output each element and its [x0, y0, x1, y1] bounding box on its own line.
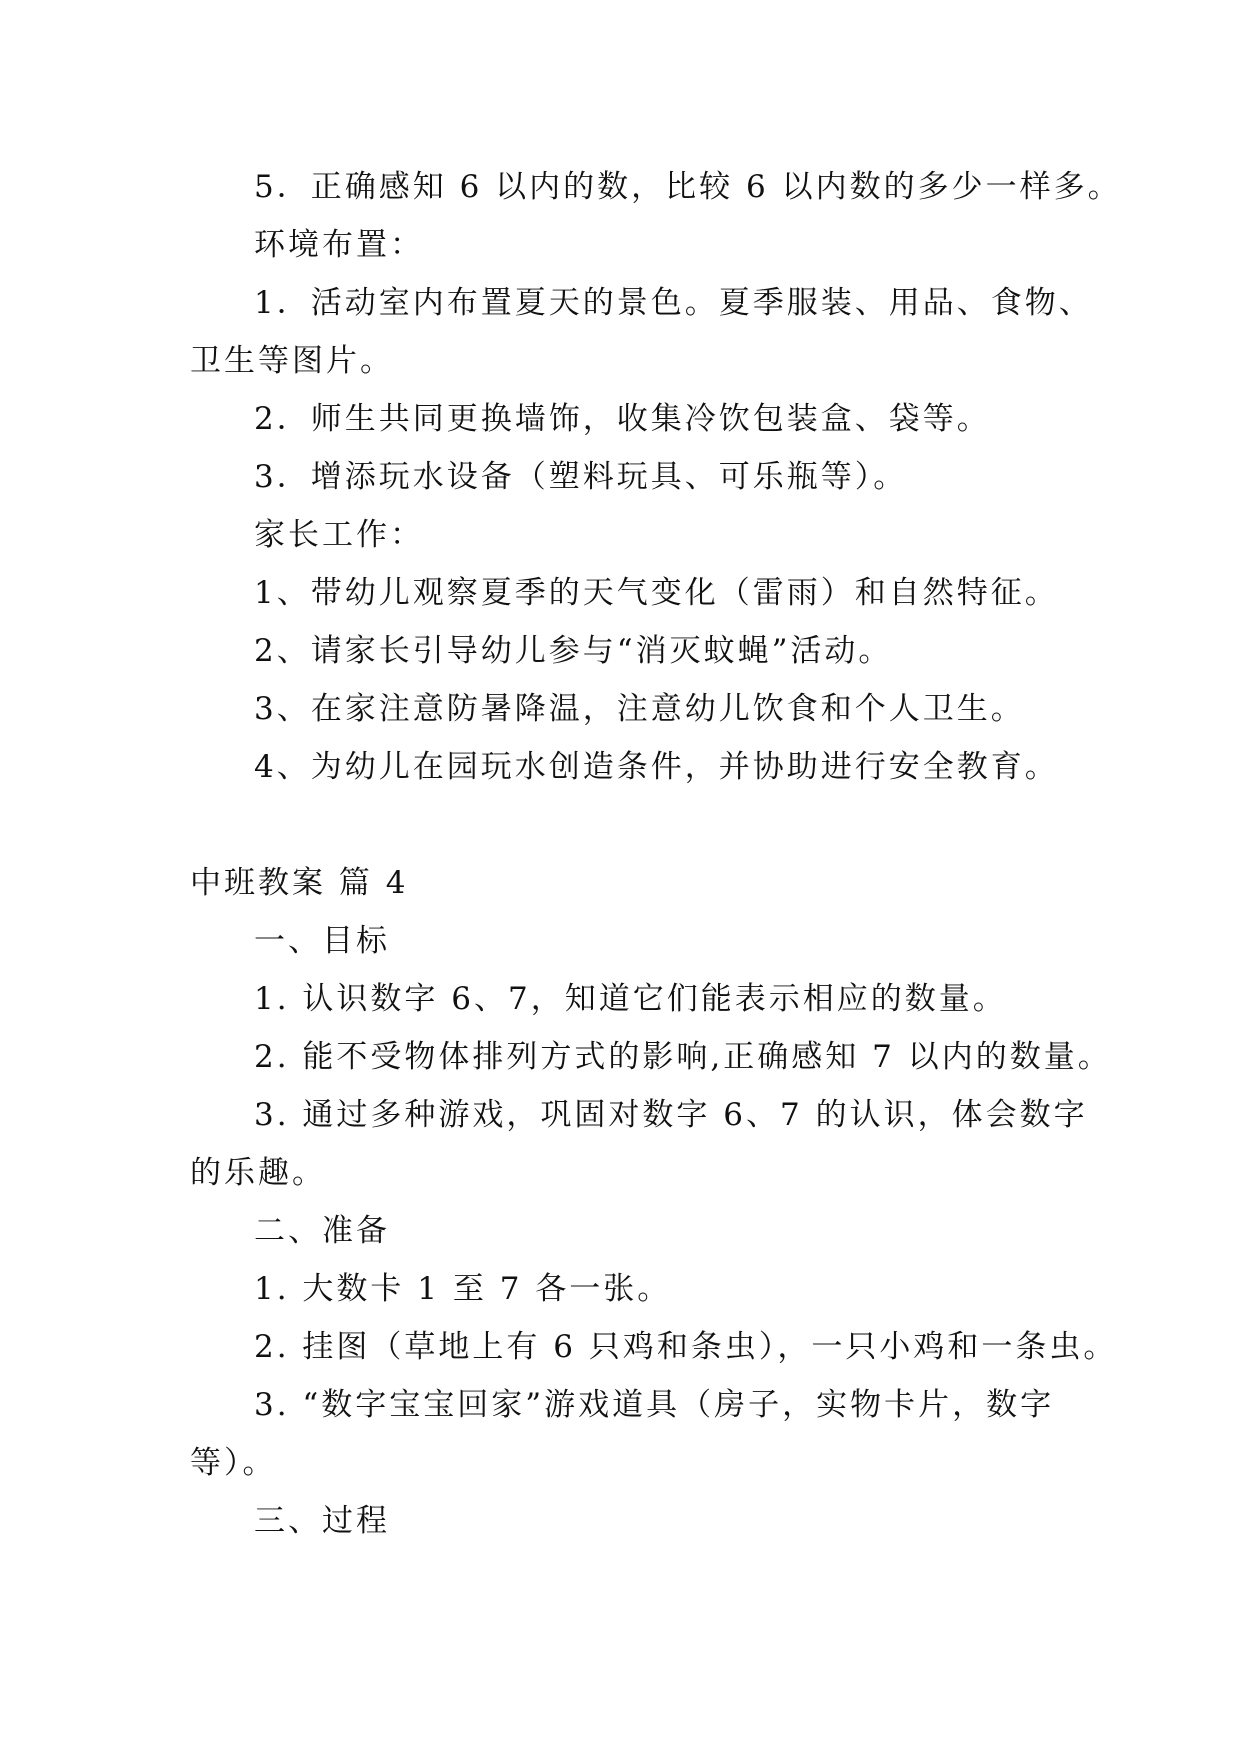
text-line: 2. 能不受物体排列方式的影响,正确感知 7 以内的数量。 — [254, 1039, 1112, 1075]
section-heading: 一、目标 — [254, 923, 390, 959]
text-line: 3. “数字宝宝回家”游戏道具（房子，实物卡片，数字 — [254, 1387, 1055, 1423]
text-line: 4、为幼儿在园玩水创造条件，并协助进行安全教育。 — [254, 749, 1059, 785]
section-heading: 二、准备 — [254, 1213, 390, 1249]
text-line: 2．师生共同更换墙饰，收集冷饮包装盒、袋等。 — [254, 401, 991, 437]
text-line: 1. 认识数字 6、7，知道它们能表示相应的数量。 — [254, 981, 1007, 1017]
text-line: 1. 大数卡 1 至 7 各一张。 — [254, 1271, 672, 1307]
section-heading: 环境布置： — [254, 227, 424, 263]
text-line: 3．增添玩水设备（塑料玩具、可乐瓶等）。 — [254, 459, 908, 495]
section-heading: 家长工作： — [254, 517, 424, 553]
text-line: 等）。 — [190, 1445, 277, 1481]
text-line: 3. 通过多种游戏，巩固对数字 6、7 的认识，体会数字 — [254, 1097, 1088, 1133]
section-heading: 三、过程 — [254, 1503, 390, 1539]
text-line: 的乐趣。 — [190, 1155, 326, 1191]
text-line: 1、带幼儿观察夏季的天气变化（雷雨）和自然特征。 — [254, 575, 1059, 611]
text-line: 3、在家注意防暑降温，注意幼儿饮食和个人卫生。 — [254, 691, 1025, 727]
text-line: 1．活动室内布置夏天的景色。夏季服装、用品、食物、 — [254, 285, 1093, 321]
text-line: 卫生等图片。 — [190, 343, 394, 379]
lesson-title: 中班教案 篇 4 — [190, 865, 409, 901]
text-line: 2. 挂图（草地上有 6 只鸡和条虫），一只小鸡和一条虫。 — [254, 1329, 1118, 1365]
text-line: 2、请家长引导幼儿参与“消灭蚊蝇”活动。 — [254, 633, 893, 669]
text-line: 5．正确感知 6 以内的数，比较 6 以内数的多少一样多。 — [254, 169, 1122, 205]
